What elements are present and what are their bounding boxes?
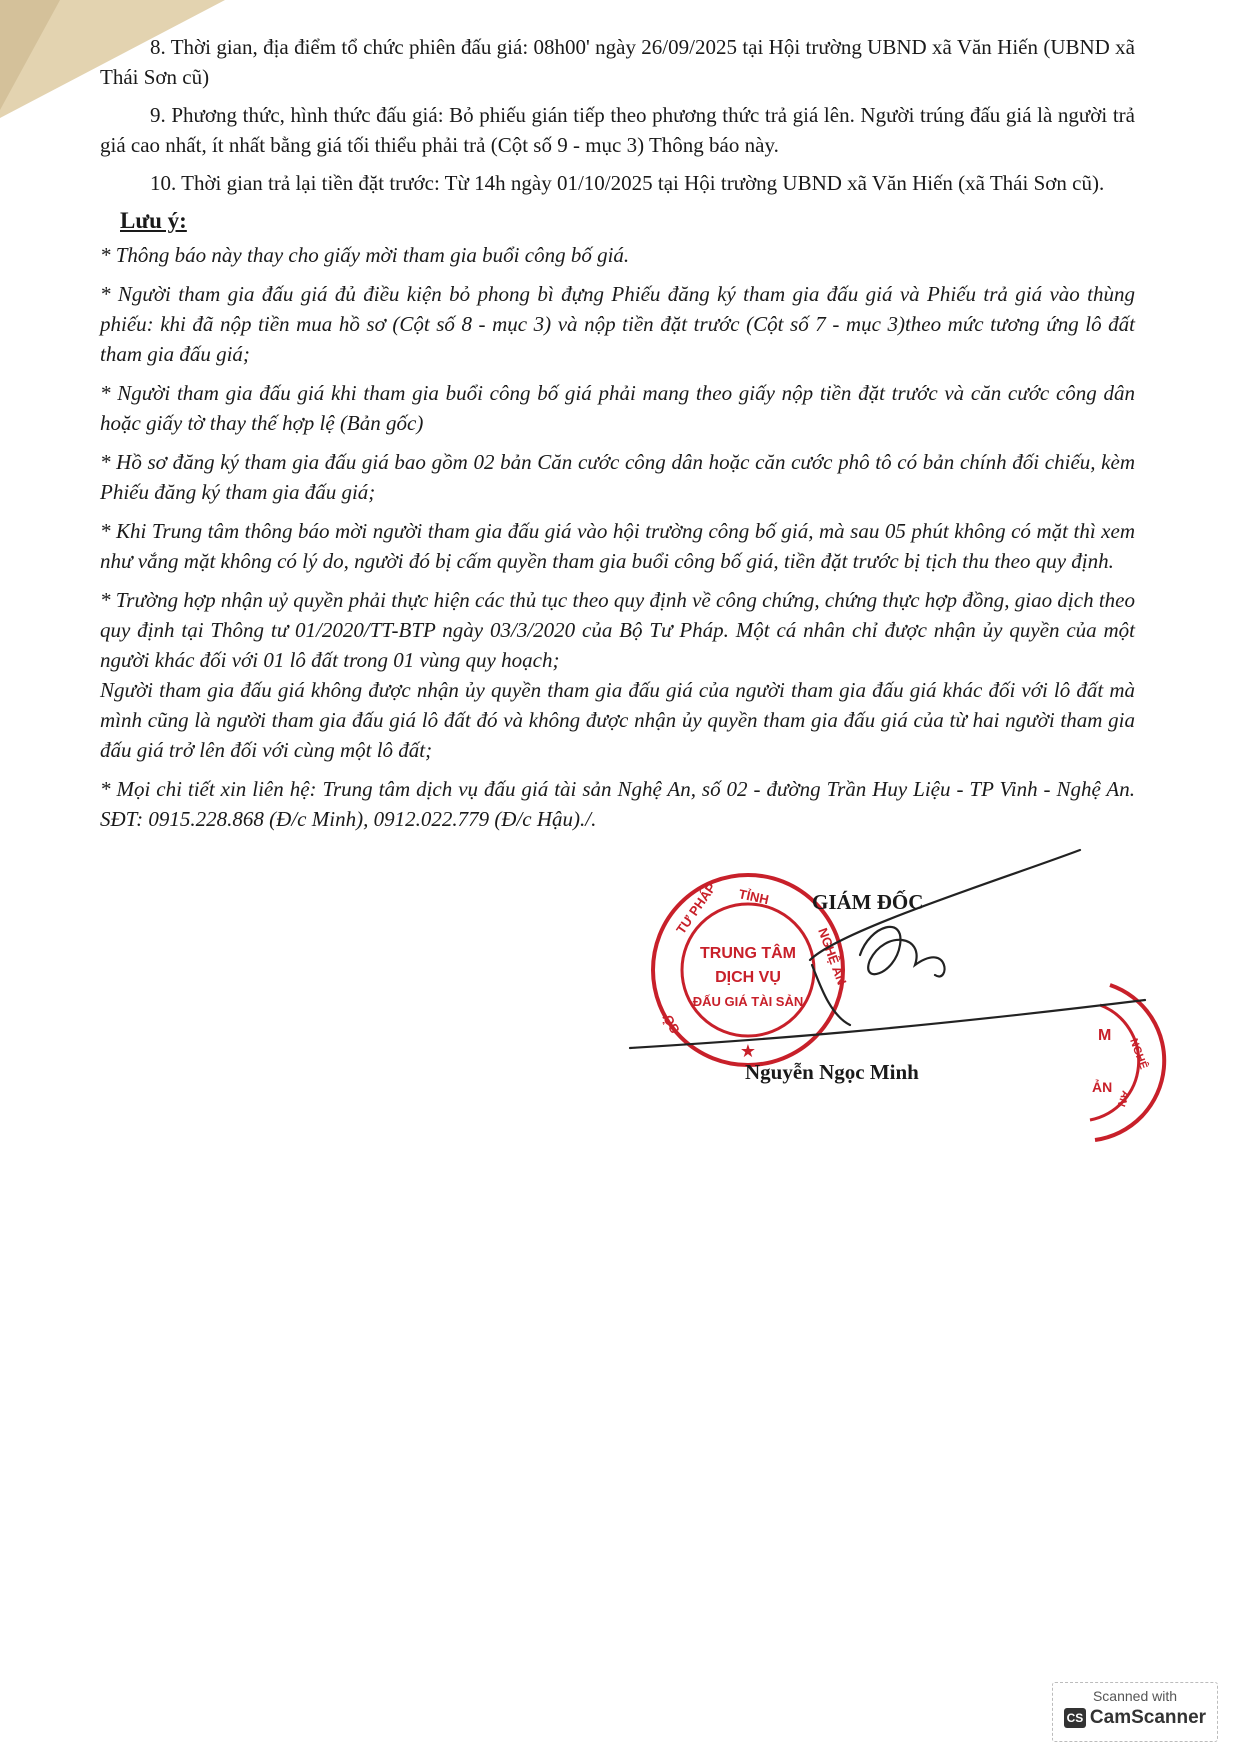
note-5: * Khi Trung tâm thông báo mời người tham gia đấu giá vào hội trường công bố giá, mà sau 05 phút không có mặt thì xem như vắng mặt không có lý do, người đó bị cấm quyền tham gia buổi công bố giá, tiền đặt trước bị tịch thu theo quy định.: [100, 519, 1135, 573]
partial-stamp-san: ẢN: [1092, 1079, 1113, 1095]
stamp-ring-right: NGHỆ AN: [815, 925, 850, 987]
partial-stamp-right: [1090, 985, 1164, 1140]
item-8-auction-time-place: 8. Thời gian, địa điểm tổ chức phiên đấu giá: 08h00' ngày 26/09/2025 tại Hội trường UBND xã Văn Hiến (UBND xã Thái Sơn cũ): [100, 35, 1135, 89]
notes-heading: Lưu ý:: [120, 208, 187, 233]
note-7-contact: * Mọi chi tiết xin liên hệ: Trung tâm dịch vụ đấu giá tài sản Nghệ An, số 02 - đường Trần Huy Liệu - TP Vinh - Nghệ An. SĐT: 0915.228.868 (Đ/c Minh), 0912.022.779 (Đ/c Hậu)./.: [100, 777, 1135, 831]
scanner-brand: [1053, 1707, 1217, 1729]
stamp-center-line-1: TRUNG TÂM: [700, 945, 796, 962]
stamp-ring-left: TƯ PHÁP: [673, 880, 719, 937]
item-9-auction-method: 9. Phương thức, hình thức đấu giá: Bỏ phiếu gián tiếp theo phương thức trả giá lên. Người trúng đấu giá là người trả giá cao nhất, ít nhất bằng giá tối thiểu phải trả (Cột số 9 - mục 3) Thông báo này.: [100, 103, 1135, 157]
partial-stamp-ngh: NGHỆ: [1127, 1036, 1150, 1071]
scanner-caption: Scanned with: [1092, 1688, 1178, 1704]
note-2: * Người tham gia đấu giá đủ điều kiện bỏ phong bì đựng Phiếu đăng ký tham gia đấu giá và Phiếu trả giá vào thùng phiếu: khi đã nộp tiền mua hồ sơ (Cột số 8 - mục 3) và nộp tiền đặt trước (Cột số 7 - mục 3)theo mức tương ứng lô đất tham gia đấu giá;: [100, 282, 1135, 366]
partial-stamp-m: M: [1098, 1027, 1112, 1044]
stamp-star-icon: ★: [739, 1041, 757, 1061]
camscanner-watermark: [1052, 1682, 1218, 1742]
scanner-brand-name: CamScanner: [1089, 1707, 1207, 1728]
note-3: * Người tham gia đấu giá khi tham gia buổi công bố giá phải mang theo giấy nộp tiền đặt trước và căn cước công dân hoặc giấy tờ thay thế hợp lệ (Bản gốc): [100, 381, 1135, 435]
camscanner-logo-icon: CS: [1064, 1708, 1086, 1728]
director-name: Nguyễn Ngọc Minh: [745, 1060, 919, 1084]
note-4: * Hồ sơ đăng ký tham gia đấu giá bao gồm 02 bản Căn cước công dân hoặc căn cước phô tô có bản chính đối chiếu, kèm Phiếu đăng ký tham gia đấu giá;: [100, 450, 1135, 504]
stamp-center-line-3: ĐẤU GIÁ TÀI SẢN: [692, 994, 804, 1009]
note-1: * Thông báo này thay cho giấy mời tham gia buổi công bố giá.: [100, 243, 630, 267]
stamp-ring-top: TỈNH: [737, 886, 771, 908]
director-title: GIÁM ĐỐC: [812, 890, 924, 914]
note-6: * Trường hợp nhận uỷ quyền phải thực hiện các thủ tục theo quy định về công chứng, chứng thực hợp đồng, giao dịch theo quy định tại Thông tư 01/2020/TT-BTP ngày 03/3/2020 của Bộ Tư Pháp. Một cá nhân chỉ được nhận ủy quyền của một người khác đối với 01 lô đất trong 01 vùng quy hoạch;: [100, 588, 1135, 672]
item-10-deposit-refund: 10. Thời gian trả lại tiền đặt trước: Từ 14h ngày 01/10/2025 tại Hội trường UBND xã Văn Hiến (xã Thái Sơn cũ).: [150, 171, 1105, 195]
note-6-continued: Người tham gia đấu giá không được nhận ủy quyền tham gia đấu giá của người tham gia đấu giá khác đối với lô đất mà mình cũng là người tham gia đấu giá lô đất đó và không được nhận ủy quyền tham gia đấu giá của từ hai người tham gia đấu giá trở lên đối với cùng một lô đất;: [100, 678, 1135, 762]
partial-stamp-an: AN: [1114, 1088, 1132, 1109]
stamp-center-line-2: DỊCH VỤ: [715, 969, 781, 986]
stamp-ring-bottom: SỞ: [659, 1011, 683, 1036]
